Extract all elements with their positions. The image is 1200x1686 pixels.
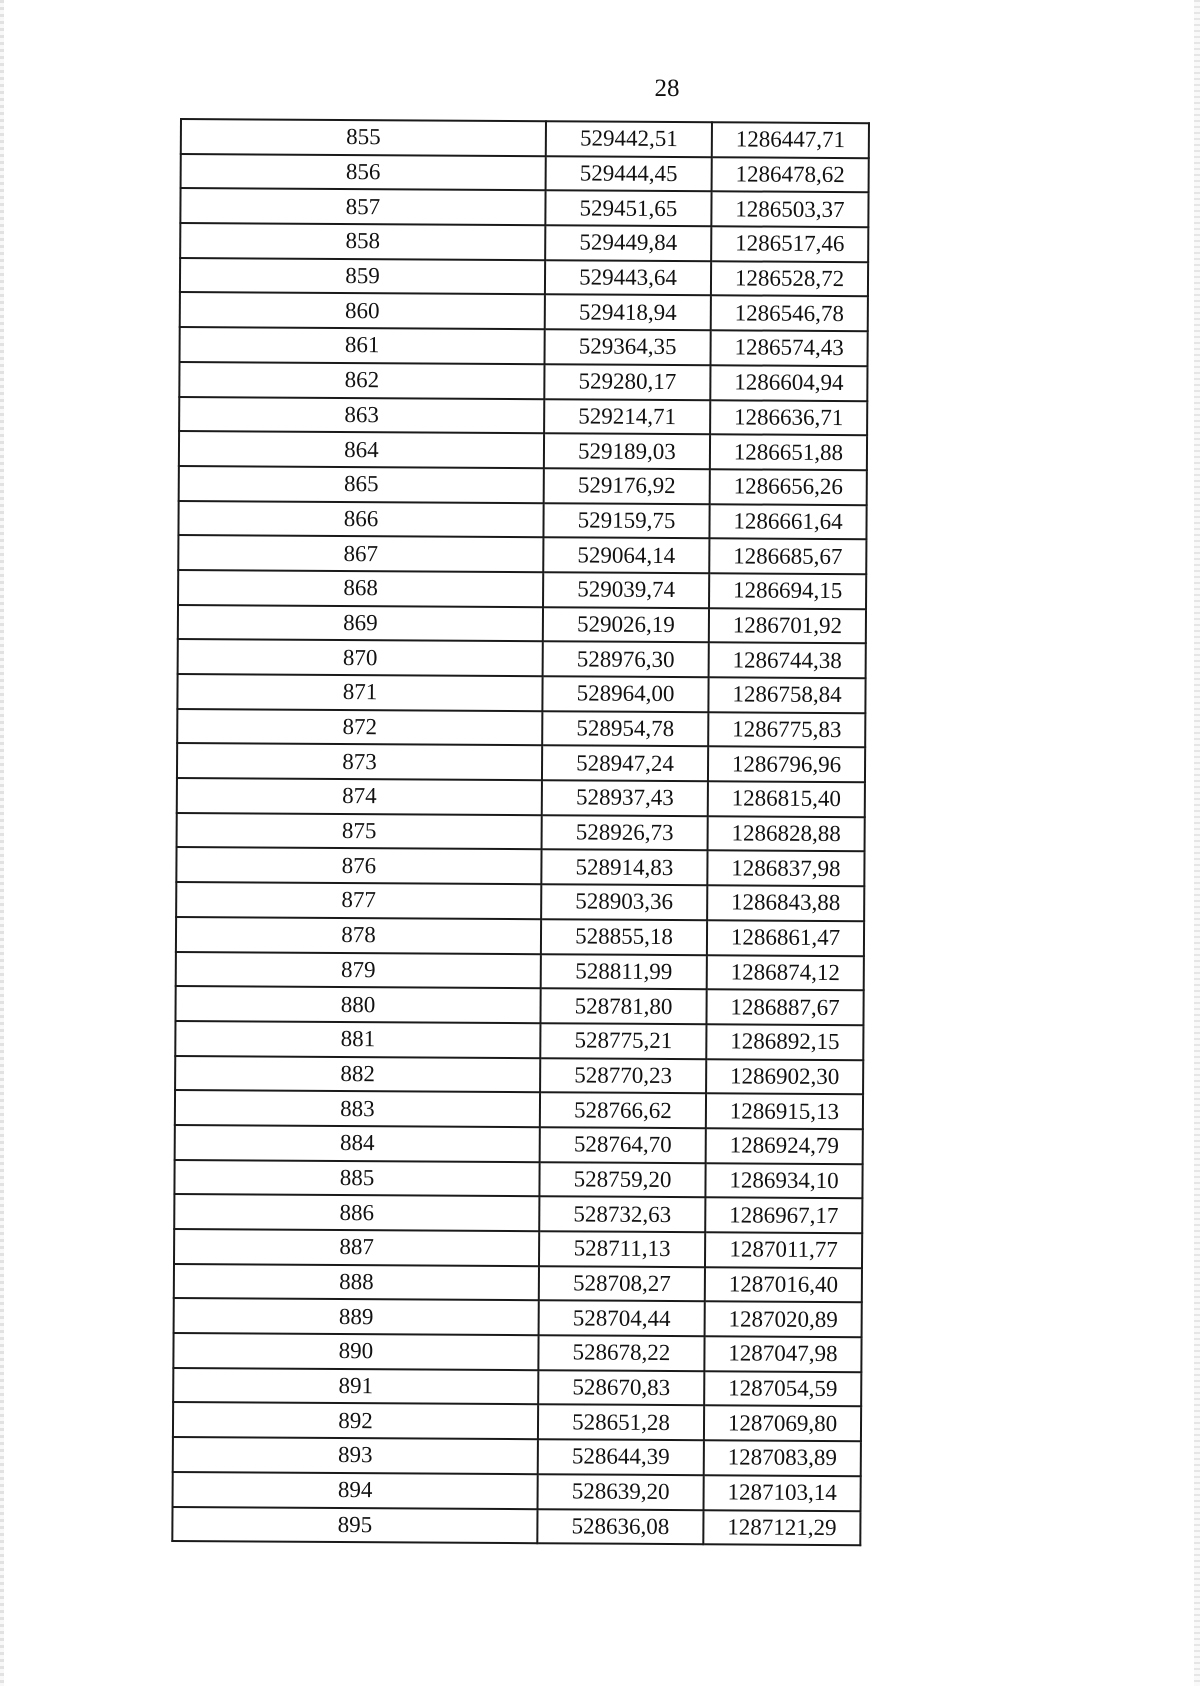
point-number-cell: 876 bbox=[176, 847, 541, 884]
y-coordinate-cell: 1286796,96 bbox=[708, 747, 865, 783]
y-coordinate-cell: 1286934,10 bbox=[705, 1163, 862, 1199]
y-coordinate-cell: 1286837,98 bbox=[707, 851, 864, 887]
y-coordinate-cell: 1286661,64 bbox=[709, 504, 866, 540]
x-coordinate-cell: 529280,17 bbox=[544, 364, 710, 400]
table-row bbox=[180, 188, 868, 227]
y-coordinate-cell: 1286744,38 bbox=[709, 643, 866, 679]
table-row bbox=[174, 1229, 862, 1268]
point-number-cell: 895 bbox=[172, 1506, 537, 1543]
table-row bbox=[180, 223, 868, 262]
y-coordinate-cell: 1286967,17 bbox=[705, 1198, 862, 1234]
point-number-cell: 857 bbox=[180, 188, 545, 225]
x-coordinate-cell: 528759,20 bbox=[539, 1162, 705, 1198]
point-number-cell: 877 bbox=[176, 882, 541, 919]
x-coordinate-cell: 529449,84 bbox=[545, 225, 711, 261]
table-row bbox=[174, 1160, 862, 1199]
x-coordinate-cell: 528732,63 bbox=[539, 1197, 705, 1233]
point-number-cell: 860 bbox=[180, 292, 545, 329]
table-row bbox=[179, 431, 867, 470]
table-row bbox=[177, 743, 865, 782]
y-coordinate-cell: 1286546,78 bbox=[711, 296, 868, 332]
point-number-cell: 880 bbox=[175, 986, 540, 1023]
y-coordinate-cell: 1286874,12 bbox=[707, 955, 864, 991]
x-coordinate-cell: 528770,23 bbox=[540, 1058, 706, 1094]
point-number-cell: 883 bbox=[175, 1090, 540, 1127]
point-number-cell: 891 bbox=[173, 1368, 538, 1405]
y-coordinate-cell: 1286701,92 bbox=[709, 608, 866, 644]
point-number-cell: 890 bbox=[173, 1333, 538, 1370]
y-coordinate-cell: 1286843,88 bbox=[707, 885, 864, 921]
x-coordinate-cell: 529444,45 bbox=[546, 156, 712, 192]
y-coordinate-cell: 1286902,30 bbox=[706, 1059, 863, 1095]
point-number-cell: 874 bbox=[177, 778, 542, 815]
table-row bbox=[178, 570, 866, 609]
x-coordinate-cell: 528651,28 bbox=[538, 1405, 704, 1441]
point-number-cell: 885 bbox=[174, 1160, 539, 1197]
x-coordinate-cell: 528678,22 bbox=[538, 1335, 704, 1371]
y-coordinate-cell: 1286656,26 bbox=[710, 469, 867, 505]
table-row bbox=[175, 986, 863, 1025]
y-coordinate-cell: 1287069,80 bbox=[704, 1406, 861, 1442]
x-coordinate-cell: 528711,13 bbox=[539, 1231, 705, 1267]
table-row bbox=[175, 1056, 863, 1095]
y-coordinate-cell: 1286636,71 bbox=[710, 400, 867, 436]
point-number-cell: 856 bbox=[181, 154, 546, 191]
table-row bbox=[177, 778, 865, 817]
y-coordinate-cell: 1287047,98 bbox=[704, 1336, 861, 1372]
x-coordinate-cell: 528708,27 bbox=[539, 1266, 705, 1302]
point-number-cell: 887 bbox=[174, 1229, 539, 1266]
table-row bbox=[176, 917, 864, 956]
point-number-cell: 869 bbox=[178, 605, 543, 642]
y-coordinate-cell: 1286815,40 bbox=[708, 781, 865, 817]
x-coordinate-cell: 529176,92 bbox=[544, 468, 710, 504]
page-number: 28 bbox=[654, 75, 680, 102]
table-row bbox=[176, 951, 864, 990]
table-row bbox=[175, 1021, 863, 1060]
x-coordinate-cell: 529159,75 bbox=[543, 503, 709, 539]
table-row bbox=[181, 119, 869, 158]
y-coordinate-cell: 1286828,88 bbox=[708, 816, 865, 852]
y-coordinate-cell: 1287011,77 bbox=[705, 1232, 862, 1268]
coordinates-table-wrapper bbox=[171, 118, 870, 1546]
x-coordinate-cell: 528855,18 bbox=[541, 919, 707, 955]
point-number-cell: 882 bbox=[175, 1056, 540, 1093]
point-number-cell: 892 bbox=[173, 1402, 538, 1439]
point-number-cell: 886 bbox=[174, 1194, 539, 1231]
table-row bbox=[173, 1472, 861, 1511]
point-number-cell: 872 bbox=[177, 709, 542, 746]
x-coordinate-cell: 528903,36 bbox=[541, 884, 707, 920]
point-number-cell: 894 bbox=[173, 1472, 538, 1509]
y-coordinate-cell: 1286861,47 bbox=[707, 920, 864, 956]
table-row bbox=[172, 1506, 860, 1545]
point-number-cell: 893 bbox=[173, 1437, 538, 1474]
table-row bbox=[180, 292, 868, 331]
x-coordinate-cell: 529026,19 bbox=[543, 607, 709, 643]
x-coordinate-cell: 528644,39 bbox=[538, 1439, 704, 1475]
y-coordinate-cell: 1286651,88 bbox=[710, 434, 867, 470]
table-row bbox=[177, 813, 865, 852]
table-row bbox=[175, 1125, 863, 1164]
y-coordinate-cell: 1286694,15 bbox=[709, 573, 866, 609]
x-coordinate-cell: 528947,24 bbox=[542, 746, 708, 782]
x-coordinate-cell: 529451,65 bbox=[545, 191, 711, 227]
x-coordinate-cell: 528976,30 bbox=[543, 642, 709, 678]
point-number-cell: 858 bbox=[180, 223, 545, 260]
x-coordinate-cell: 529189,03 bbox=[544, 433, 710, 469]
table-row bbox=[178, 535, 866, 574]
table-row bbox=[178, 501, 866, 540]
point-number-cell: 871 bbox=[177, 674, 542, 711]
point-number-cell: 855 bbox=[181, 119, 546, 156]
x-coordinate-cell: 529039,74 bbox=[543, 572, 709, 608]
point-number-cell: 870 bbox=[178, 639, 543, 676]
point-number-cell: 884 bbox=[175, 1125, 540, 1162]
table-row bbox=[179, 397, 867, 436]
x-coordinate-cell: 528926,73 bbox=[542, 815, 708, 851]
table-row bbox=[177, 674, 865, 713]
x-coordinate-cell: 528670,83 bbox=[538, 1370, 704, 1406]
table-row bbox=[178, 605, 866, 644]
x-coordinate-cell: 528964,00 bbox=[542, 676, 708, 712]
y-coordinate-cell: 1287020,89 bbox=[705, 1302, 862, 1338]
point-number-cell: 865 bbox=[179, 466, 544, 503]
point-number-cell: 875 bbox=[177, 813, 542, 850]
x-coordinate-cell: 528775,21 bbox=[540, 1023, 706, 1059]
point-number-cell: 889 bbox=[174, 1298, 539, 1335]
y-coordinate-cell: 1286574,43 bbox=[711, 330, 868, 366]
point-number-cell: 868 bbox=[178, 570, 543, 607]
x-coordinate-cell: 529443,64 bbox=[545, 260, 711, 296]
x-coordinate-cell: 528954,78 bbox=[542, 711, 708, 747]
y-coordinate-cell: 1287083,89 bbox=[704, 1440, 861, 1476]
point-number-cell: 862 bbox=[179, 362, 544, 399]
table-row bbox=[179, 466, 867, 505]
y-coordinate-cell: 1286503,37 bbox=[711, 192, 868, 228]
point-number-cell: 864 bbox=[179, 431, 544, 468]
y-coordinate-cell: 1286517,46 bbox=[711, 226, 868, 262]
scan-edge-left bbox=[0, 0, 4, 1686]
y-coordinate-cell: 1287103,14 bbox=[704, 1475, 861, 1511]
y-coordinate-cell: 1286775,83 bbox=[708, 712, 865, 748]
y-coordinate-cell: 1286758,84 bbox=[708, 677, 865, 713]
x-coordinate-cell: 528937,43 bbox=[542, 780, 708, 816]
table-row bbox=[174, 1264, 862, 1303]
point-number-cell: 863 bbox=[179, 397, 544, 434]
point-number-cell: 861 bbox=[180, 327, 545, 364]
point-number-cell: 867 bbox=[178, 535, 543, 572]
y-coordinate-cell: 1286604,94 bbox=[710, 365, 867, 401]
x-coordinate-cell: 528704,44 bbox=[539, 1301, 705, 1337]
y-coordinate-cell: 1286685,67 bbox=[709, 538, 866, 574]
point-number-cell: 888 bbox=[174, 1264, 539, 1301]
x-coordinate-cell: 529214,71 bbox=[544, 399, 710, 435]
x-coordinate-cell: 528764,70 bbox=[540, 1127, 706, 1163]
x-coordinate-cell: 528811,99 bbox=[541, 954, 707, 990]
x-coordinate-cell: 528636,08 bbox=[537, 1509, 703, 1545]
table-row bbox=[176, 847, 864, 886]
y-coordinate-cell: 1286887,67 bbox=[706, 989, 863, 1025]
table-row bbox=[173, 1402, 861, 1441]
y-coordinate-cell: 1286924,79 bbox=[706, 1128, 863, 1164]
point-number-cell: 878 bbox=[176, 917, 541, 954]
point-number-cell: 881 bbox=[175, 1021, 540, 1058]
table-row bbox=[179, 362, 867, 401]
x-coordinate-cell: 528639,20 bbox=[538, 1474, 704, 1510]
x-coordinate-cell: 528914,83 bbox=[541, 850, 707, 886]
table-row bbox=[180, 258, 868, 297]
table-row bbox=[178, 639, 866, 678]
x-coordinate-cell: 528781,80 bbox=[540, 988, 706, 1024]
table-row bbox=[175, 1090, 863, 1129]
table-row bbox=[174, 1194, 862, 1233]
y-coordinate-cell: 1286892,15 bbox=[706, 1024, 863, 1060]
table-row bbox=[176, 882, 864, 921]
y-coordinate-cell: 1287054,59 bbox=[704, 1371, 861, 1407]
y-coordinate-cell: 1286447,71 bbox=[712, 122, 869, 158]
scan-edge-right bbox=[1194, 0, 1200, 1686]
y-coordinate-cell: 1287121,29 bbox=[703, 1510, 860, 1546]
table-row bbox=[174, 1298, 862, 1337]
x-coordinate-cell: 529418,94 bbox=[545, 295, 711, 331]
table-row bbox=[173, 1333, 861, 1372]
x-coordinate-cell: 528766,62 bbox=[540, 1092, 706, 1128]
y-coordinate-cell: 1286915,13 bbox=[706, 1093, 863, 1129]
point-number-cell: 859 bbox=[180, 258, 545, 295]
point-number-cell: 879 bbox=[176, 951, 541, 988]
x-coordinate-cell: 529442,51 bbox=[546, 121, 712, 157]
point-number-cell: 873 bbox=[177, 743, 542, 780]
point-number-cell: 866 bbox=[178, 501, 543, 538]
table-row bbox=[173, 1437, 861, 1476]
y-coordinate-cell: 1286478,62 bbox=[712, 157, 869, 193]
y-coordinate-cell: 1287016,40 bbox=[705, 1267, 862, 1303]
coordinates-table bbox=[171, 118, 870, 1546]
table-row bbox=[181, 154, 869, 193]
table-row bbox=[180, 327, 868, 366]
table-row bbox=[177, 709, 865, 748]
y-coordinate-cell: 1286528,72 bbox=[711, 261, 868, 297]
table-row bbox=[173, 1368, 861, 1407]
x-coordinate-cell: 529064,14 bbox=[543, 537, 709, 573]
x-coordinate-cell: 529364,35 bbox=[545, 329, 711, 365]
table-body bbox=[172, 119, 869, 1545]
